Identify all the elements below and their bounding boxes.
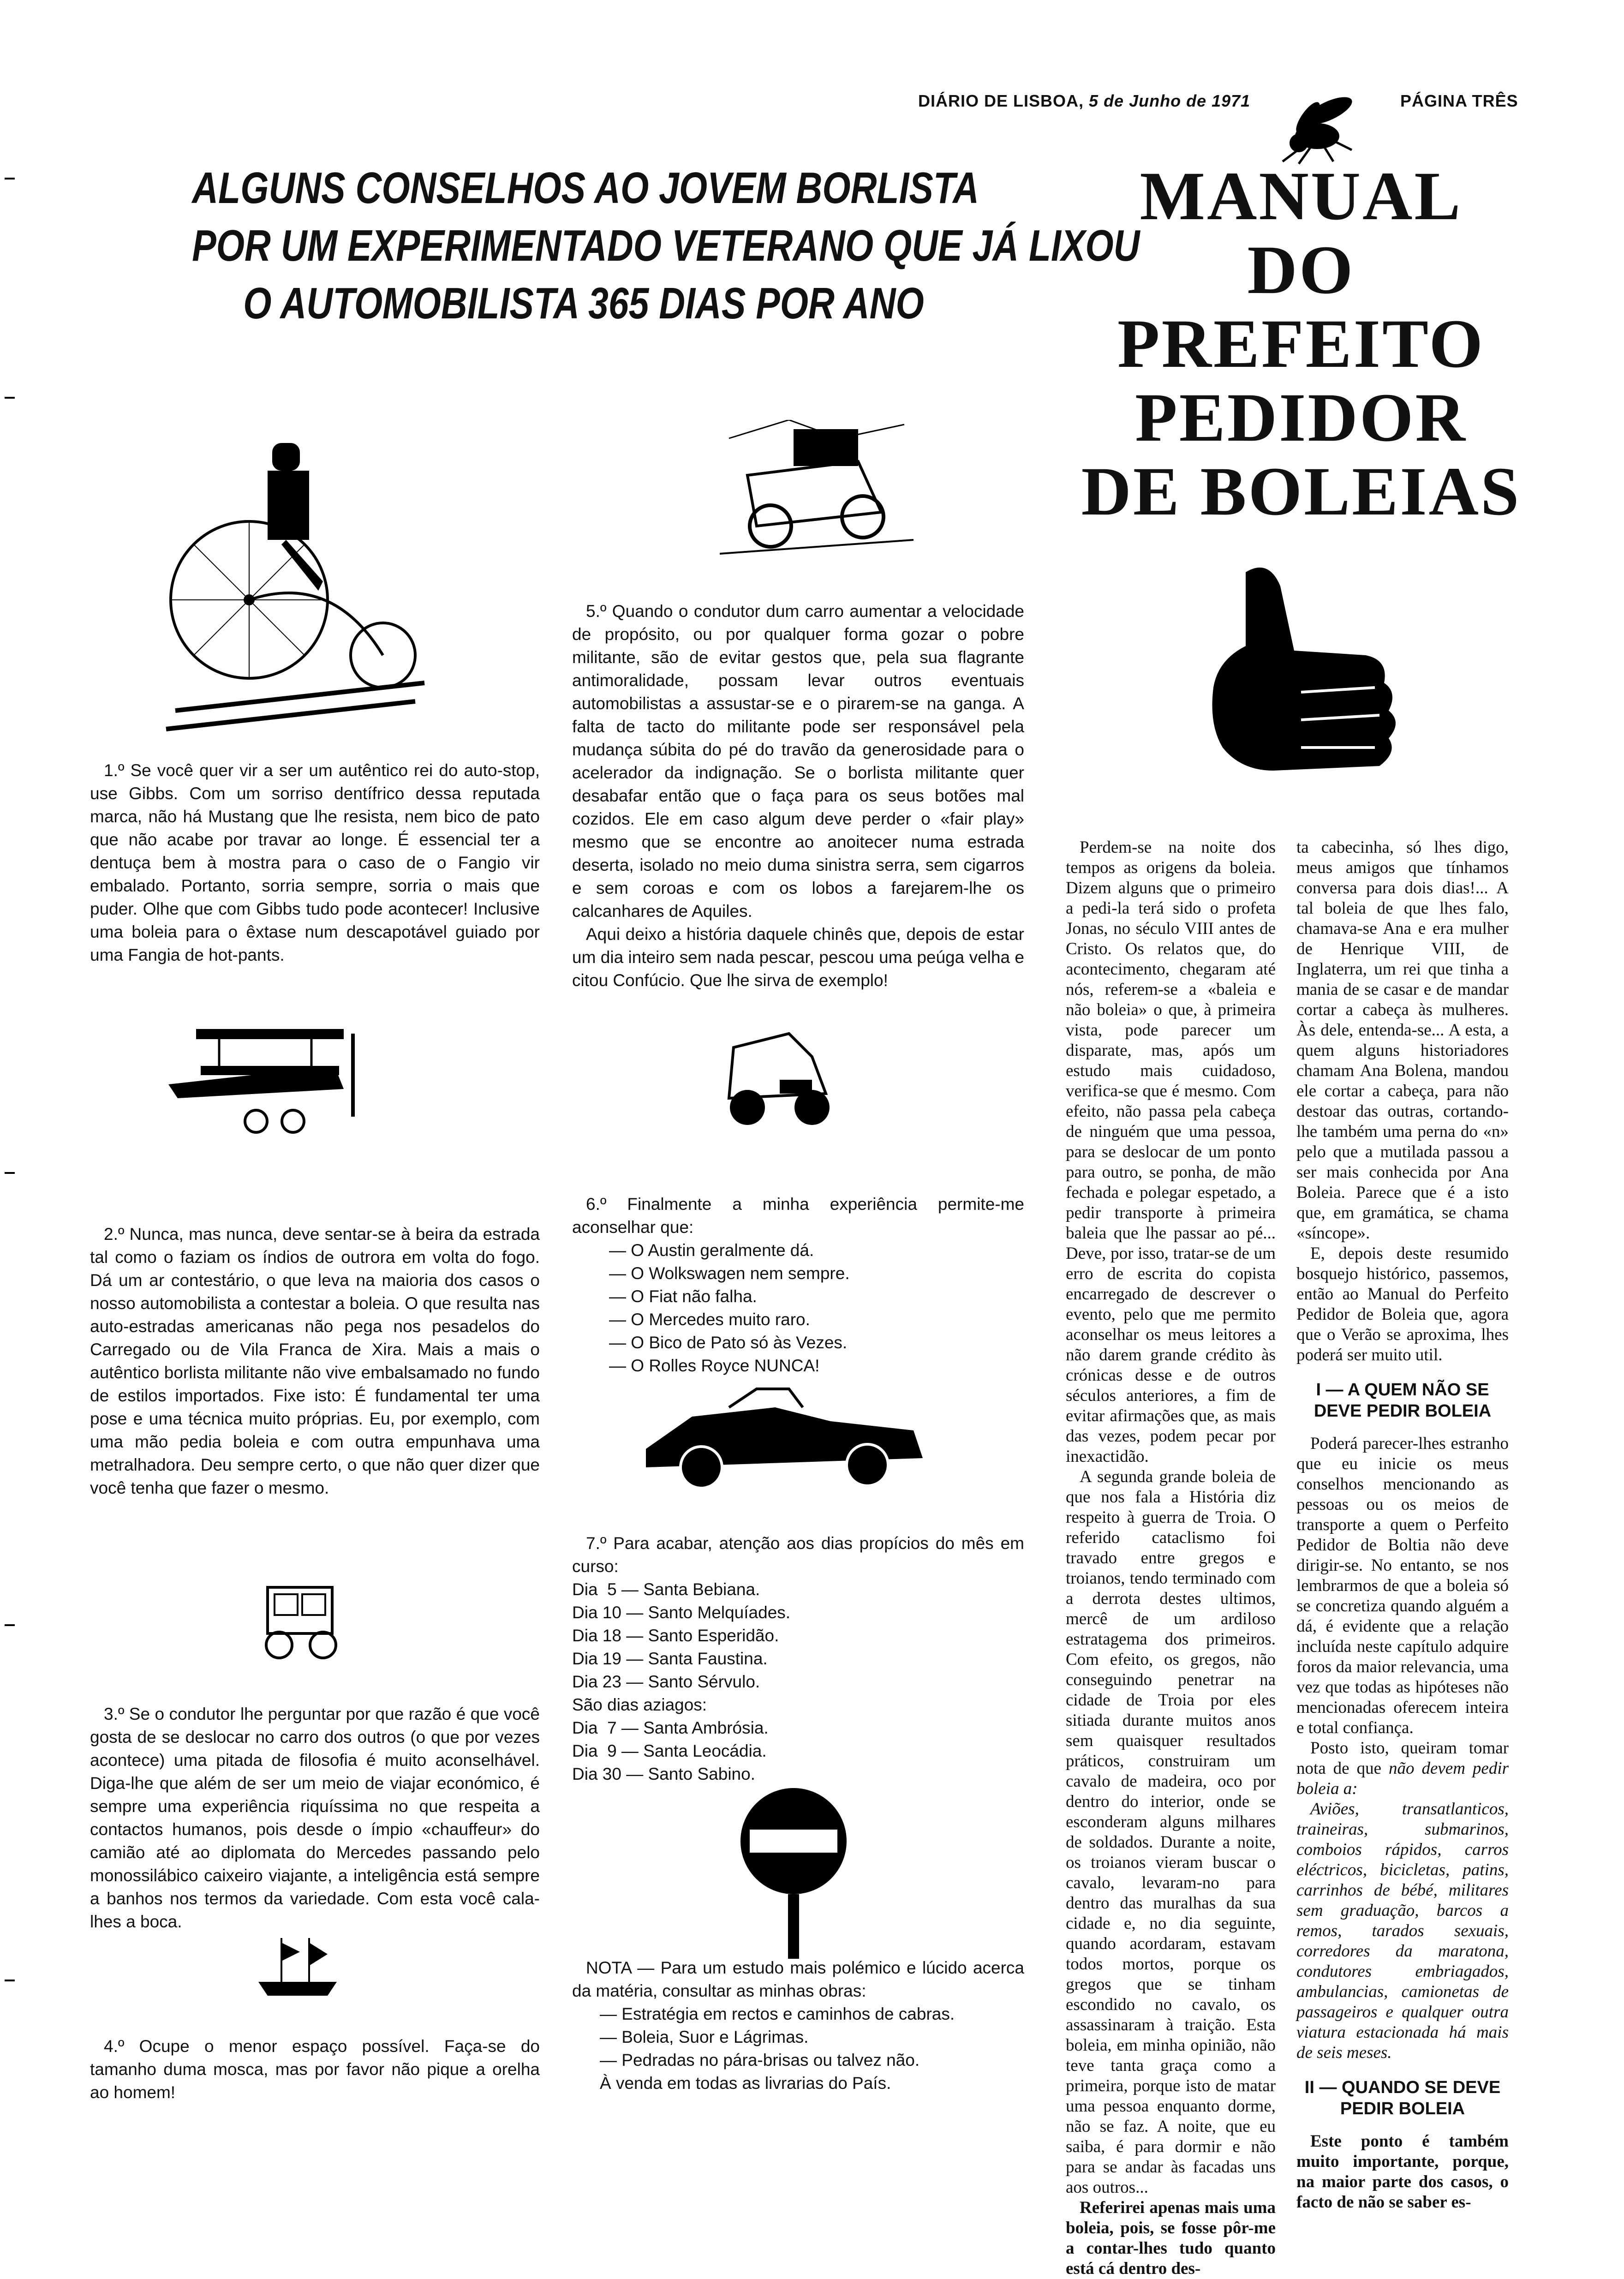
fold-mark <box>5 1172 15 1174</box>
no-entry-sign-icon <box>738 1786 849 1961</box>
tip-6-item: — O Fiat não falha. <box>609 1287 757 1306</box>
tip-6-intro: 6.º Finalmente a minha experiência permite-me aconselhar que: <box>572 1195 1024 1237</box>
tip-6-item: — O Bico de Pato só às Vezes. <box>609 1333 848 1352</box>
note-text: NOTA — Para um estudo mais polémico e lúcido acerca da matéria, consultar as minhas obras: <box>572 1958 1024 2000</box>
convertible-car-illustration <box>637 1380 932 1490</box>
masthead-line-3: PEDIDOR <box>1135 379 1467 456</box>
unlucky-day-item: Dia 30 — Santo Sabino. <box>572 1765 755 1783</box>
masthead <box>1057 159 1546 528</box>
unlucky-day-item: Dia 9 — Santa Leocádia. <box>572 1741 767 1760</box>
tip-7-intro: 7.º Para acabar, atenção aos dias propícios do mês em curso: <box>572 1534 1024 1576</box>
tip-6-item: — O Rolles Royce NUNCA! <box>609 1356 820 1375</box>
unlucky-day-item: Dia 7 — Santa Ambrósia. <box>572 1718 769 1737</box>
masthead-line-1: MANUAL <box>1140 158 1463 234</box>
tip-1 <box>90 759 540 967</box>
tip-1-text: 1.º Se você quer vir a ser um autêntico rei do auto-stop, use Gibbs. Com um sorriso dentífrico dessa reputada marca, não há Mustang que lhe resista, nem bico de pato que não acabe por travar ao longe. É essencial ter a dentuça bem à mostra para o caso de o Fangio vir embalado. Portanto, sorria sempre, sorria o mais que puder. Olhe que com Gibbs tudo pode acontecer! Inclusive uma boleia para o êxtase num descapotável guiado por uma Fangia de hot-pants. <box>90 761 540 964</box>
unlucky-days-label: São dias aziagos: <box>572 1695 707 1714</box>
ship-illustration <box>254 1933 341 2003</box>
fold-mark <box>5 1624 15 1626</box>
tip-5 <box>572 600 1024 992</box>
tip-6-item: — O Wolkswagen nem sempre. <box>609 1264 850 1283</box>
manual-paragraph-6: Este ponto é também muito importante, porque, na maior parte dos casos, o facto de não se saber es- <box>1296 2132 1509 2212</box>
section-heading-1: I — A QUEM NÃO SE DEVE PEDIR BOLEIA <box>1314 1380 1492 1421</box>
penny-farthing-illustration <box>157 425 443 738</box>
fly-illustration <box>1273 92 1356 166</box>
biplane-illustration <box>159 1015 390 1144</box>
tip-6 <box>572 1193 1024 1377</box>
history-paragraph-1: Perdem-se na noite dos tempos as origens da boleia. Dizem alguns que o primeiro a pedi-la terá sido o profeta Jonas, no século VIII antes de Cristo. Os relatos que, do acontecimento, chegaram até nós, referem-se a «baleia e não boleia» o que, à primeira vista, pode parecer um disparate, mas, após um estudo mais cuidadoso, verifica-se que é mesmo. Com efeito, não passa pela cabeça de ninguém que uma pessoa, para se deslocar de um ponto para outro, se ponha, de mão fechada e polegar espetado, a pedir transporte à primeira baleia que lhe passar ao pé... Deve, por isso, tratar-se de um erro de escrita do copista encarregado de descrever o evento, pelo que me permito aconselhar os meus leitores a não darem grande crédito às crónicas desse e de outros séculos anteriores, a fim de evitar afirmações que, as mais das vezes, podem pecar por inexactidão. <box>1066 838 1276 1466</box>
availability-text: À venda em todas as livrarias do País. <box>600 2074 891 2093</box>
fold-mark <box>5 178 15 179</box>
saint-day-item: Dia 5 — Santa Bebiana. <box>572 1580 760 1599</box>
history-paragraph-3: Referirei apenas mais uma boleia, pois, se fosse pôr-me a contar-lhes tudo quanto está cá dentro des- <box>1066 2198 1276 2278</box>
saint-day-item: Dia 18 — Santo Esperidão. <box>572 1626 779 1645</box>
tip-5-text: 5.º Quando o condutor dum carro aumentar a velocidade de propósito, ou por qualquer forma gozar o pobre militante, são de evitar gestos que, pela sua flagrante antimoralidade, possam levar outros eventuais automobilistas a assustar-se e o pirarem-se na ganga. A falta de tacto do militante pode ser responsável pela mudança súbita do pé do travão da generosidade para o acelerador da indignação. Se o borlista militante quer desabafar então que o faça para os seus botões mal cozidos. Ele em caso algum deve perder o «fair play» mesmo que se encontre ao anoitecer numa estrada deserta, isolado no meio duma sinistra serra, sem cigarros e sem coroas e com os lobos a farejarem-lhe os calcanhares de Aquiles. <box>572 602 1024 921</box>
masthead-line-2: DO PREFEITO <box>1117 232 1485 382</box>
page-number: PÁGINA TRÊS <box>1400 91 1518 110</box>
tip-2-text: 2.º Nunca, mas nunca, deve sentar-se à beira da estrada tal como o faziam os índios de outrora em volta do fogo. Dá um ar contestário, o que leva na maioria dos casos o nosso automobilista a contestar a boleia. O que resulta nas auto-estradas americanas não pega nos pesadelos do Carregado ou de Vila Franca de Xira. Mais a mais o autêntico borlista militante não vive embalsamado no fundo de estilos importados. Fixe isto: É fundamental ter uma pose e uma técnica muito próprias. Eu, por exemplo, com uma mão pedia boleia e com outra empunhava uma metralhadora. Deu sempre certo, o que não quer dizer que você tenha que fazer o mesmo. <box>90 1225 540 1497</box>
manual-paragraph-4 <box>1296 1738 1509 1799</box>
manual-paragraph-4-start: Posto isto, queiram tomar nota de que <box>1296 1739 1509 1778</box>
saint-day-item: Dia 19 — Santa Faustina. <box>572 1649 768 1668</box>
saint-day-item: Dia 10 — Santo Melquíades. <box>572 1603 791 1622</box>
book-title: — Estratégia em rectos e caminhos de cabras. <box>600 2004 955 2023</box>
left-headline <box>106 159 1140 332</box>
history-column <box>1066 837 1276 2279</box>
prohibited-list: Aviões, transatlanticos, traineiras, submarinos, comboios rápidos, carros eléctricos, bicicletas, patins, carrinhos de bébé, militares sem graduação, barcos a remos, tarados sexuais, corredores da maratona, condutores embriagados, ambulancias, camionetas de passageiros e qualquer outra viatura estacionada há mais de seis meses. <box>1296 1800 1509 2062</box>
tip-6-item: — O Austin geralmente dá. <box>609 1241 814 1260</box>
tip-5-story: Aqui deixo a história daquele chinês que, depois de estar um dia inteiro sem nada pescar, pescou uma peúga velha e citou Confúcio. Que lhe sirva de exemplo! <box>572 925 1024 990</box>
headline-line-1: ALGUNS CONSELHOS AO JOVEM BORLISTA <box>192 163 979 213</box>
tip-3 <box>90 1703 540 1933</box>
newspaper-name: DIÁRIO DE LISBOA, <box>918 91 1084 110</box>
book-title: — Boleia, Suor e Lágrimas. <box>600 2028 809 2046</box>
headline-line-3: O AUTOMOBILISTA 365 DIAS POR ANO <box>243 279 924 328</box>
section-heading-2: II — QUANDO SE DEVE PEDIR BOLEIA <box>1304 2078 1501 2118</box>
headline-line-2: POR UM EXPERIMENTADO VETERANO QUE JÁ LIXOU <box>192 221 1140 270</box>
book-title: — Pedradas no pára-brisas ou talvez não. <box>600 2051 920 2070</box>
page-header <box>918 91 1250 111</box>
history-paragraph-2: A segunda grande boleia de que nos fala a História diz respeito à guerra de Troia. O referido cataclismo foi travado entre gregos e troianos, tendo terminado com a derrota destes ultimos, mercê de um ardiloso estratagema dos primeiros. Com efeito, os gregos, não conseguindo penetrar na cidade de Troia por eles sitiada durante muitos anos sem quaisquer resultados práticos, construiram um cavalo de madeira, oco por dentro do interior, onde se esconderam alguns milhares de soldados. Durante a noite, os troianos vieram buscar o cavalo, levaram-no para dentro das muralhas da sua cidade e, no dia seguinte, quando acordaram, estavam todos mortos, porque os gregos que se tinham escondido no cavalo, os assassinaram à traição. Esta boleia, em minha opinião, não teve tanta graça como a primeira, porque isto de matar uma pessoa enquanto dorme, não se faz. A noite, que eu saiba, é para dormir e não para se andar às facadas uns aos outros... <box>1066 1467 1276 2197</box>
tip-6-item: — O Mercedes muito raro. <box>609 1310 810 1329</box>
tip-4-text: 4.º Ocupe o menor espaço possível. Faça-se do tamanho duma mosca, mas por favor não pique a orelha ao homem! <box>90 2037 540 2102</box>
small-car-illustration <box>715 1029 844 1131</box>
masthead-line-4: DE BOLEIAS <box>1081 453 1521 530</box>
tip-3-text: 3.º Se o condutor lhe perguntar por que razão é que você gosta de se deslocar no carro dos outros (o que por vezes acontece) uma pitada de filosofia é muito aconselhável. Diga-lhe que além de ser um meio de viajar económico, é sempre uma experiência riquíssima no que respeita a contactos humanos, pois desde o ímpio «chauffeur» do camião até ao diplomata do Mercedes passando pelo monossilábico caixeiro viajante, a inteligência está sempre a banhos nos termos da variedade. Com esta você cala-lhes a boca. <box>90 1705 540 1931</box>
fold-mark <box>5 1980 15 1981</box>
tip-2 <box>90 1223 540 1500</box>
author-note <box>572 1956 1024 2095</box>
fold-mark <box>5 397 15 399</box>
saint-day-item: Dia 23 — Santo Sérvulo. <box>572 1672 760 1691</box>
thumbs-up-illustration <box>1181 554 1439 812</box>
manual-paragraph-3: Poderá parecer-lhes estranho que eu inicie os meus conselhos mencionando as pessoas ou os meios de transporte a quem o Perfeito Pedidor de Boltia não deve dirigir-se. No entanto, se nos lembrarmos de que a boleia só se concretiza quando alguém a dá, é evidente que a relação incluída neste capítulo adquire foros da maior relevancia, uma vez que todas as hipóteses não mencionadas oferecem inteira e total confiança. <box>1296 1434 1509 1737</box>
tip-4 <box>90 2035 540 2104</box>
issue-date: 5 de Junho de 1971 <box>1089 91 1251 110</box>
manual-paragraph-4-emphasis: não devem pedir boleia a: <box>1296 1759 1509 1798</box>
manual-column <box>1296 837 1509 2213</box>
old-car-illustration <box>254 1578 346 1666</box>
tip-7 <box>572 1532 1024 1786</box>
manual-paragraph-2: E, depois deste resumido bosquejo histórico, passemos, então ao Manual do Perfeito Pedidor de Boleia que, agora que o Verão se aproxima, lhes poderá ser muito util. <box>1296 1244 1509 1364</box>
manual-paragraph-1: ta cabecinha, só lhes digo, meus amigos que tínhamos conversa para dois dias!... A tal boleia de que lhes falo, chamava-se Ana e era mulher de Henrique VIII, de Inglaterra, um rei que tinha a mania de se casar e de mandar cortar a cabeça às mulheres. Às dele, entenda-se... A esta, a quem alguns historiadores chamam Ana Bolena, mandou ele cortar a cabeça, para não destoar das outras, cortando-lhe também uma perna do «n» pelo que a mutilada passou a ser mais conhecida por Ana Boleia. Parece que é a isto que, em gramática, se chama «síncope». <box>1296 838 1509 1243</box>
vintage-car-illustration <box>720 420 914 558</box>
